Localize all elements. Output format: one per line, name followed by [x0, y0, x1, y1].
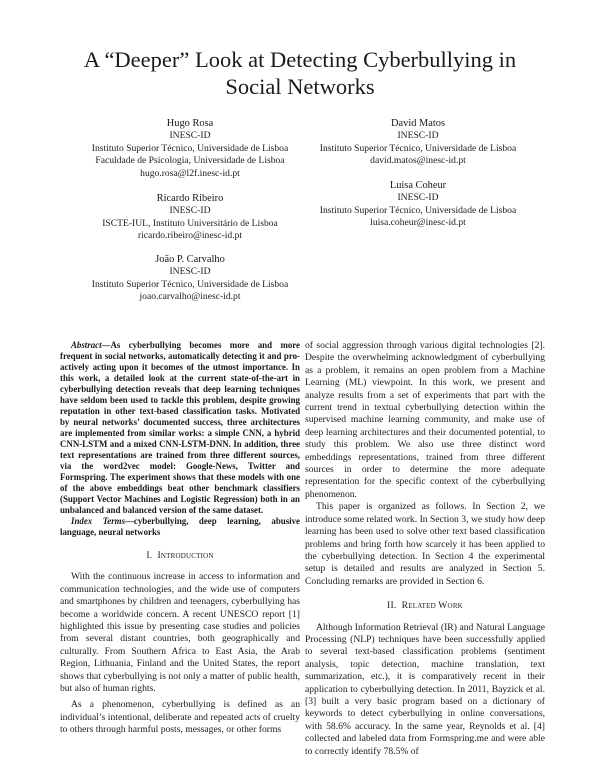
title-line-1: A “Deeper” Look at Detecting Cyberbullying in [83, 47, 517, 72]
section-title: Introduction [157, 550, 214, 561]
paragraph: Although Information Retrieval (IR) and Natural Language Processing (NLP) techniques have been successfully applied to several text-based classification problems (sentiment analysis, topic detection, machine translation, text summarization, etc.), it is comparatively recent in their application to cyberbullying detection. In 2011, Bayzick et al. [3] built a very basic program based on a dictionary of keywords to detect cyberbullying in online conversations, with 58.6% accuracy. In the same year, Reynolds et al. [4] collected and labeled data from Formspring.me and were able to correctly identify 78.5% of [305, 621, 545, 757]
index-terms [60, 516, 300, 538]
abstract [60, 340, 300, 516]
abstract-text: —As cyberbullying becomes more and more frequent in social networks, automatically detecting it and pro-actively acting upon it becomes of the utmost importance. In this work, a detailed look at the current state-of-the-art in cyberbullying detection reveals that deep learning techniques have seldom been used to tackle this problem, despite growing reputation in other text-based classification tasks. Motivated by neural networks’ documented success, three architectures are implemented from similar works: a simple CNN, a hybrid CNN-LSTM and a mixed CNN-LSTM-DNN. In addition, three text representations are trained from three different sources, via the word2vec model: Google-News, Twitter and Formspring. The experiment shows that these models with one of the above embeddings beat other benchmark classifiers (Support Vector Machines and Logistic Regression) both in an unbalanced and balanced version of the same dataset. [60, 340, 300, 515]
author-block [70, 254, 310, 304]
author-block [298, 180, 538, 230]
author-name: Luisa Coheur [389, 180, 447, 191]
author-affiliation: Instituto Superior Técnico, Universidade de Lisboa [319, 204, 517, 216]
author-email: hugo.rosa@l2f.inesc-id.pt [140, 167, 240, 179]
paragraph: As a phenomenon, cyberbullying is defined as an individual’s intentional, deliberate and repeated acts of cruelty to others through harmful posts, messages, or other forms [60, 699, 300, 736]
author-affiliation: Instituto Superior Técnico, Universidade de Lisboa [319, 142, 517, 154]
author-affiliation: Instituto Superior Técnico, Universidade de Lisboa [91, 278, 289, 290]
paragraph: of social aggression through various digital technologies [2]. Despite the overwhelming acknowledgment of cyberbullying as a problem, it remains an open problem from a Machine Learning (ML) viewpoint. In this work, we present and analyze results from a set of experiments that part with the current trend in textual cyberbullying detection within the supervised machine learning community, and make use of deep learning architectures and their documented potential, to study this problem. We also use three distinct word embeddings representations, trained from three different sources in order to determine the more adequate representation for the specific context of the cyberbullying phenomenon. [305, 340, 545, 500]
title-line-2: Social Networks [225, 74, 375, 99]
section-number: I. [146, 550, 153, 561]
abstract-label: Abstract [71, 340, 102, 350]
section-heading [60, 550, 300, 562]
author-block [70, 118, 310, 180]
section-number: II. [387, 600, 397, 612]
author-email: david.matos@inesc-id.pt [370, 155, 466, 167]
author-email: joao.carvalho@inesc-id.pt [139, 291, 241, 303]
author-name: David Matos [391, 118, 445, 129]
index-terms-text: —cyberbullying, deep learning, abusive language, neural networks [60, 516, 300, 537]
author-affiliation: Faculdade de Psicologia, Universidade de Lisboa [95, 155, 285, 167]
left-column [60, 340, 300, 737]
paragraph: With the continuous increase in access to information and communication technologies, and the wide use of computers and smartphones by children and teenagers, cyberbullying has become a worldwide concern. A recent UNESCO report [1] highlighted this issue by presenting case studies and policies from several distant countries, both geographically and culturally. From Southern Africa to East Asia, the Arab Region, Lithuania, Finland and the United States, the report shows that cyberbullying is not only a matter of public health, but also of human rights. [60, 571, 300, 695]
section-title: Related Work [401, 600, 463, 612]
author-affiliation: INESC-ID [169, 266, 211, 278]
author-affiliation: INESC-ID [169, 130, 211, 142]
paragraph: This paper is organized as follows. In Section 2, we introduce some related work. In Section 3, we study how deep learning has been used to solve other text based classification problems and bring forth how scarcely it has been applied to the cyberbullying detection. In Section 4 the experimental setup is detailed and results are analyzed in Section 5. Concluding remarks are provided in Section 6. [305, 501, 545, 587]
index-terms-label: Index Terms [71, 516, 126, 526]
author-name: João P. Carvalho [155, 254, 225, 265]
author-affiliation: INESC-ID [397, 192, 439, 204]
author-block [298, 118, 538, 168]
section-heading [305, 600, 545, 612]
author-affiliation: INESC-ID [169, 205, 211, 217]
author-affiliation: INESC-ID [397, 130, 439, 142]
paper-title [0, 46, 600, 100]
right-column [305, 340, 545, 758]
author-email: ricardo.ribeiro@inesc-id.pt [137, 230, 243, 242]
author-affiliation: ISCTE-IUL, Instituto Universitário de Lisboa [102, 217, 278, 229]
author-name: Ricardo Ribeiro [156, 193, 224, 204]
author-block [70, 193, 310, 243]
author-email: luisa.coheur@inesc-id.pt [370, 217, 466, 229]
author-name: Hugo Rosa [166, 118, 214, 129]
author-affiliation: Instituto Superior Técnico, Universidade de Lisboa [91, 142, 289, 154]
